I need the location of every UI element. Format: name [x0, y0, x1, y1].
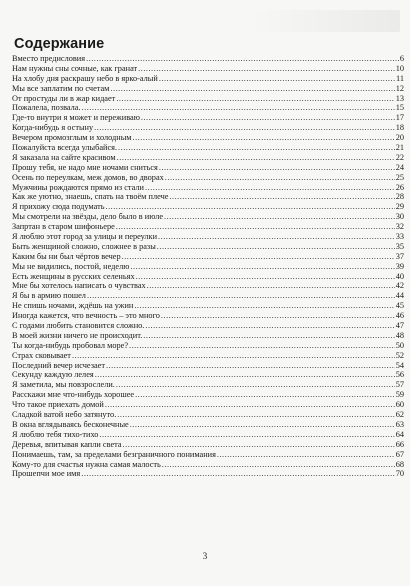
toc-entry-page: 68 — [395, 459, 404, 469]
toc-entry-title: Прошу тебя, не надо мне ночами сниться — [12, 162, 158, 172]
toc-entry-page: 40 — [395, 271, 404, 281]
toc-entry-page: 37 — [395, 251, 404, 261]
dot-leader — [82, 103, 395, 113]
toc-entry-title: Мне бы хотелось написать о чувствах — [12, 281, 146, 291]
dot-leader — [117, 153, 395, 163]
dot-leader — [117, 410, 394, 420]
toc-entry-page: 66 — [395, 439, 404, 449]
toc-entry-page: 26 — [395, 182, 404, 192]
dot-leader — [133, 133, 395, 143]
toc-entry-page: 22 — [395, 152, 404, 162]
toc-entry — [12, 212, 404, 222]
toc-entry-title: Я люблю этот город за улицы и переулки — [12, 232, 158, 242]
toc-entry — [12, 94, 404, 104]
toc-entry — [12, 390, 404, 400]
dot-leader — [164, 212, 395, 222]
toc-entry-title: Вместо предисловия — [12, 54, 86, 63]
toc-entry-page: 21 — [395, 143, 404, 152]
toc-entry-page: 39 — [395, 261, 404, 271]
toc-entry — [12, 380, 404, 390]
toc-entry-page: 67 — [395, 449, 404, 459]
toc-entry-title: Кому-то для счастья нужна самая малость — [12, 459, 161, 469]
toc-entry-page: 70 — [395, 469, 404, 479]
toc-entry-title: Мужчины рождаются прямо из стали — [12, 182, 144, 192]
toc-entry — [12, 430, 404, 440]
toc-entry — [12, 64, 404, 74]
toc-entry — [12, 410, 404, 420]
dot-leader — [110, 84, 394, 94]
toc-entry-page: 30 — [395, 212, 404, 222]
toc-entry-page: 33 — [395, 232, 404, 242]
toc-entry-title: Быть женщиной сложно, сложнее в разы — [12, 241, 156, 251]
toc-entry — [12, 460, 404, 470]
dot-leader — [123, 440, 395, 450]
toc-entry-title: Есть женщины в русских селеньях — [12, 271, 135, 281]
dot-leader — [157, 242, 395, 252]
toc-entry — [12, 153, 404, 163]
toc-entry-page: 42 — [395, 281, 404, 291]
toc-entry-title: Где-то внутри я может и переживаю — [12, 113, 140, 123]
dot-leader — [87, 291, 395, 301]
toc-entry-title: Как же уютно, знаешь, спать на твоём плече — [12, 192, 169, 202]
toc-entry-title: Прошепчи мое имя — [12, 469, 81, 479]
toc-entry — [12, 321, 404, 331]
dot-leader — [116, 380, 395, 390]
toc-entry-page: 35 — [395, 241, 404, 251]
toc-entry-title: От простуды ли в жар кидает — [12, 93, 116, 103]
dot-leader — [138, 64, 395, 74]
toc-entry-title: Когда-нибудь я остыну — [12, 123, 94, 133]
toc-entry — [12, 103, 404, 113]
toc-entry-page: 20 — [395, 133, 404, 143]
dot-leader — [161, 311, 395, 321]
dot-leader — [136, 272, 395, 282]
toc-entry-page: 62 — [395, 410, 404, 420]
toc-entry — [12, 262, 404, 272]
toc-entry — [12, 272, 404, 282]
toc-entry-title: Мы смотрели на звёзды, дело было в июле — [12, 212, 164, 222]
toc-entry — [12, 202, 404, 212]
toc-entry-page: 6 — [399, 54, 404, 63]
toc-entry — [12, 183, 404, 193]
toc-entry — [12, 113, 404, 123]
toc-entry-page: 15 — [395, 103, 404, 113]
toc-entry-title: Понимаешь, там, за пределами безграничного понимания — [12, 449, 216, 459]
toc-entry — [12, 242, 404, 252]
toc-entry — [12, 54, 404, 64]
toc-entry-title: На хлобу дня раскрашу небо в ярко-алый — [12, 73, 158, 83]
toc-entry — [12, 281, 404, 291]
toc-entry — [12, 232, 404, 242]
toc-entry-title: Я люблю тебя тихо-тихо — [12, 429, 99, 439]
toc-entry — [12, 301, 404, 311]
toc-entry — [12, 440, 404, 450]
bleed-through-text — [250, 10, 400, 32]
toc-entry — [12, 123, 404, 133]
toc-entry-page: 59 — [395, 390, 404, 400]
toc-entry-page: 29 — [395, 202, 404, 212]
toc-entry — [12, 84, 404, 94]
toc-entry-title: Страх сковывает — [12, 350, 71, 360]
dot-leader — [159, 163, 395, 173]
dot-leader — [129, 341, 395, 351]
dot-leader — [72, 351, 395, 361]
toc-entry — [12, 420, 404, 430]
toc-entry-page: 46 — [395, 311, 404, 321]
dot-leader — [86, 54, 399, 64]
toc-entry-title: Деревья, впитывая капли света — [12, 439, 122, 449]
toc-entry — [12, 361, 404, 371]
toc-entry-page: 13 — [395, 93, 404, 103]
toc-entry-page: 56 — [395, 370, 404, 380]
dot-leader — [81, 469, 394, 479]
toc-entry — [12, 311, 404, 321]
toc-entry — [12, 133, 404, 143]
dot-leader — [134, 301, 394, 311]
toc-entry-title: Не спишь ночами, ждёшь на ужин — [12, 301, 134, 311]
dot-leader — [145, 321, 394, 331]
dot-leader — [165, 173, 395, 183]
dot-leader — [106, 202, 395, 212]
dot-leader — [135, 390, 395, 400]
toc-entry-title: Я заказала на сайте красивом — [12, 152, 116, 162]
toc-entry-page: 28 — [395, 192, 404, 202]
toc-entry — [12, 450, 404, 460]
toc-entry-page: 45 — [395, 301, 404, 311]
toc-entry — [12, 371, 404, 381]
toc-entry — [12, 222, 404, 232]
dot-leader — [162, 460, 395, 470]
table-of-contents — [12, 54, 404, 479]
toc-entry-page: 60 — [395, 400, 404, 410]
toc-entry-page: 10 — [395, 63, 404, 73]
dot-leader — [105, 400, 395, 410]
toc-entry-title: Иногда кажется, что вечность – это много — [12, 311, 160, 321]
dot-leader — [143, 331, 394, 341]
toc-entry-title: Расскажи мне что-нибудь хорошее — [12, 390, 135, 400]
toc-entry — [12, 192, 404, 202]
toc-entry-page: 47 — [395, 321, 404, 331]
toc-entry-page: 50 — [395, 340, 404, 350]
toc-entry — [12, 163, 404, 173]
toc-entry-page: 32 — [395, 222, 404, 232]
toc-entry — [12, 74, 404, 84]
toc-entry — [12, 291, 404, 301]
toc-entry-title: Мы все заплатим по счетам — [12, 83, 110, 93]
page-title: Содержание — [14, 36, 105, 52]
toc-entry — [12, 469, 404, 479]
toc-entry-title: Вечером промозглым и холодным — [12, 133, 132, 143]
toc-entry-page: 52 — [395, 350, 404, 360]
dot-leader — [122, 252, 395, 262]
toc-entry-page: 64 — [395, 429, 404, 439]
dot-leader — [116, 94, 394, 104]
toc-entry-page: 12 — [395, 83, 404, 93]
dot-leader — [99, 430, 394, 440]
toc-entry-page: 57 — [395, 380, 404, 390]
toc-entry — [12, 173, 404, 183]
dot-leader — [147, 281, 395, 291]
toc-entry-page: 18 — [395, 123, 404, 133]
toc-entry — [12, 400, 404, 410]
toc-entry-title: В окна вглядываясь бесконечные — [12, 419, 129, 429]
dot-leader — [106, 361, 395, 371]
toc-entry-title: Последний вечер исчезает — [12, 360, 105, 370]
dot-leader — [159, 74, 395, 84]
toc-entry-title: Я прихожу сюда подумать — [12, 202, 105, 212]
dot-leader — [130, 262, 394, 272]
dot-leader — [94, 123, 395, 133]
toc-entry-title: Запртан в старом шифоньере — [12, 222, 115, 232]
toc-entry-title: Пожалела, позвала. — [12, 103, 81, 113]
toc-entry-title: Ты когда-нибудь пробовал море? — [12, 340, 129, 350]
dot-leader — [169, 192, 394, 202]
dot-leader — [217, 450, 395, 460]
page-number: 3 — [202, 551, 208, 561]
toc-entry-title: Пожалуйста всегда улыбайся. — [12, 143, 118, 152]
toc-entry-page: 11 — [396, 73, 404, 83]
toc-entry-page: 17 — [395, 113, 404, 123]
toc-entry-page: 48 — [395, 330, 404, 340]
toc-entry-title: Осень по переулкам, меж домов, во дворах — [12, 172, 164, 182]
toc-entry-title: Нам нужны сны сочные, как гранат — [12, 63, 138, 73]
toc-entry — [12, 351, 404, 361]
toc-entry-title: Мы не видились, постой, неделю — [12, 261, 130, 271]
toc-entry-title: Я заметила, мы повзрослели. — [12, 380, 115, 390]
toc-entry-page: 63 — [395, 419, 404, 429]
toc-entry — [12, 143, 404, 153]
toc-entry-page: 44 — [395, 291, 404, 301]
toc-entry-title: В моей жизни ничего не происходит. — [12, 330, 143, 340]
dot-leader — [116, 222, 395, 232]
toc-entry-title: Сладкой ватой небо затянуто. — [12, 410, 117, 420]
dot-leader — [130, 420, 395, 430]
dot-leader — [95, 371, 395, 381]
toc-entry-page: 54 — [395, 360, 404, 370]
toc-entry-title: Что такое приехать домой — [12, 400, 104, 410]
dot-leader — [141, 113, 395, 123]
dot-leader — [118, 143, 395, 153]
toc-entry-title: Каким бы ни был чёртов вечер — [12, 251, 121, 261]
toc-entry — [12, 341, 404, 351]
toc-entry — [12, 252, 404, 262]
toc-entry-title: Я бы в армию пошел — [12, 291, 86, 301]
toc-entry-title: Секунду каждую лелея — [12, 370, 94, 380]
toc-entry-title: С годами любить становится сложно. — [12, 321, 145, 331]
toc-entry — [12, 331, 404, 341]
toc-entry-page: 25 — [395, 172, 404, 182]
toc-entry-page: 24 — [395, 162, 404, 172]
dot-leader — [158, 232, 395, 242]
dot-leader — [145, 183, 395, 193]
